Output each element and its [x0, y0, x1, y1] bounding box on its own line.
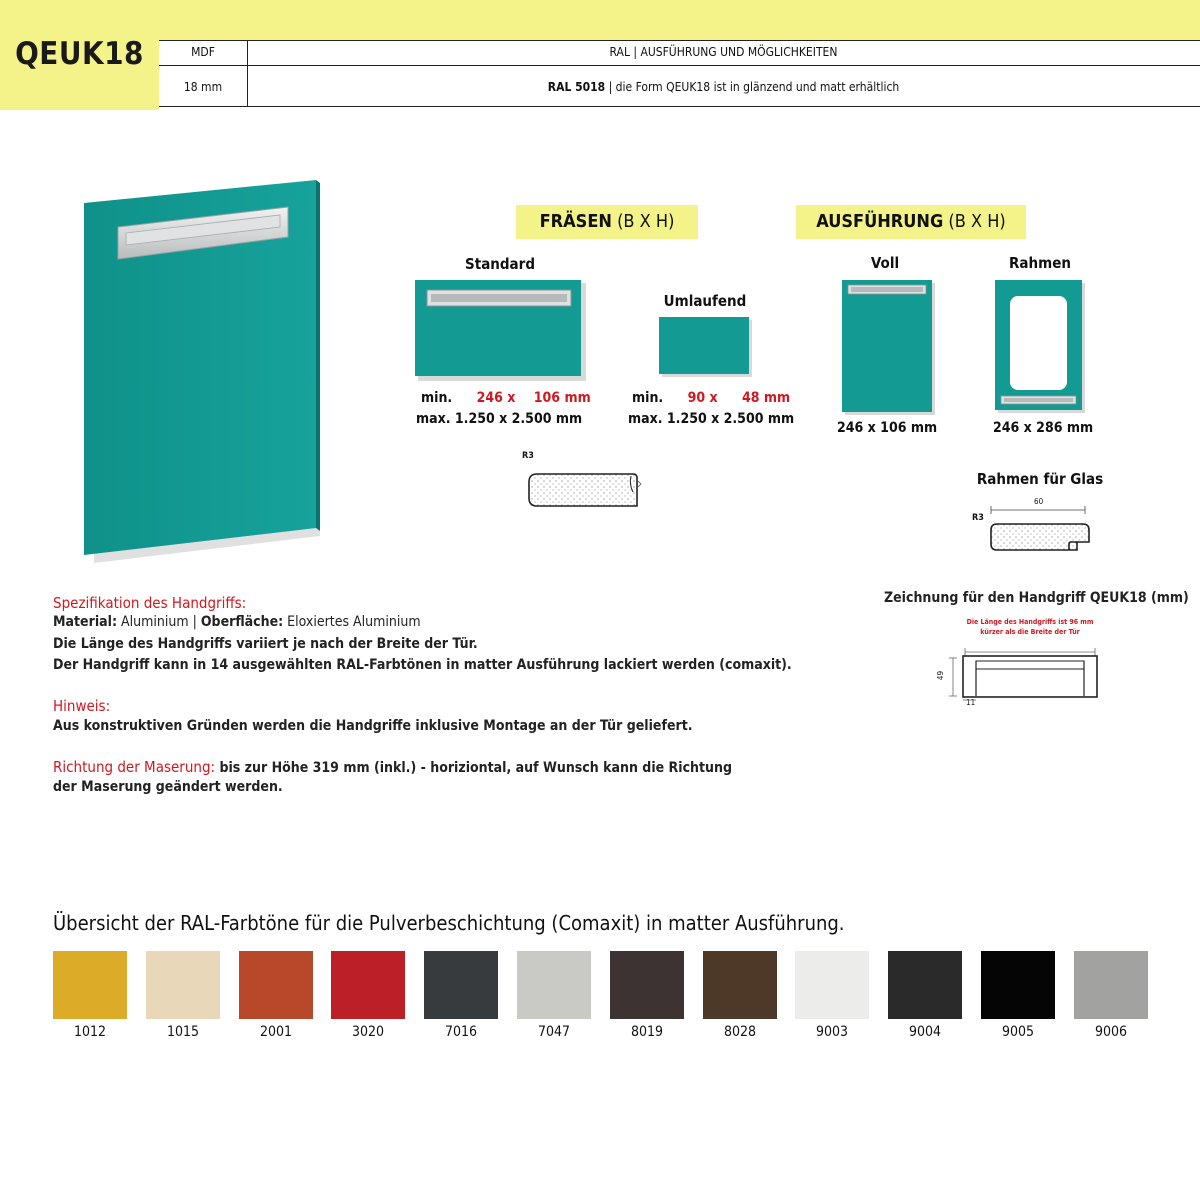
- color-swatch-label: 2001: [259, 1024, 293, 1040]
- color-swatch-label: 9006: [1094, 1024, 1128, 1040]
- color-swatch-9005: [981, 951, 1055, 1019]
- header-table: [159, 40, 1200, 106]
- glas-profile-drawing: [985, 500, 1095, 560]
- spec-length-line: Die Länge des Handgriffs variiert je nach der Breite der Tür.: [53, 636, 478, 652]
- color-swatch-7047: [517, 951, 591, 1019]
- handle-drawing: [945, 640, 1105, 710]
- rahmen-label: Rahmen: [1009, 254, 1071, 272]
- col-ral-value: RAL 5018 | die Form QEUK18 ist in glänzend und matt erhältlich: [547, 80, 900, 94]
- color-swatch-label: 1012: [73, 1024, 107, 1040]
- colors-title: Übersicht der RAL-Farbtöne für die Pulverbeschichtung (Comaxit) in matter Ausführung.: [53, 911, 845, 935]
- product-code: QEUK18: [15, 36, 144, 72]
- hint-title: Hinweis:: [53, 697, 111, 715]
- spec-color-line: Der Handgriff kann in 14 ausgewählten RAL-Farbtönen in matter Ausführung lackiert werden (comaxit).: [53, 657, 792, 673]
- umlaufend-label: Umlaufend: [663, 292, 747, 310]
- color-swatch-label: 1015: [166, 1024, 200, 1040]
- rahmen-glas-label: Rahmen für Glas: [976, 470, 1104, 488]
- color-swatch-label: 9003: [815, 1024, 849, 1040]
- rahmen-dimension: 246 x 286 mm: [993, 420, 1094, 436]
- color-swatch-label: 7047: [537, 1024, 571, 1040]
- color-swatch-9006: [1074, 951, 1148, 1019]
- handle-drawing-title: Zeichnung für den Handgriff QEUK18 (mm): [884, 590, 1189, 606]
- color-swatch-9004: [888, 951, 962, 1019]
- grain-line-2: der Maserung geändert werden.: [53, 779, 283, 795]
- header-band: [0, 0, 1200, 40]
- color-swatch-8028: [703, 951, 777, 1019]
- standard-max: max. 1.250 x 2.500 mm: [416, 411, 583, 427]
- color-swatch-label: 8019: [630, 1024, 664, 1040]
- handle-height-label: 49: [936, 670, 946, 681]
- voll-label: Voll: [870, 254, 900, 272]
- color-swatch-label: 8028: [723, 1024, 757, 1040]
- fraesen-profile-label: R3: [522, 451, 534, 461]
- glas-width-label: 60: [1034, 497, 1044, 506]
- color-swatch-2001: [239, 951, 313, 1019]
- color-swatch-label: 7016: [444, 1024, 478, 1040]
- rahmen-front-image: [993, 278, 1085, 414]
- voll-dimension: 246 x 106 mm: [837, 420, 938, 436]
- color-swatch-label: 9005: [1001, 1024, 1035, 1040]
- fraesen-heading: FRÄSEN (B X H): [516, 205, 698, 239]
- col-mdf-header: MDF: [191, 45, 215, 59]
- umlaufend-front-image: [657, 316, 753, 378]
- color-swatch-label: 9004: [908, 1024, 942, 1040]
- handle-width-label: 11: [966, 698, 976, 707]
- standard-min: min. 246 x 106 mm: [421, 390, 591, 406]
- color-swatch-3020: [331, 951, 405, 1019]
- grain-line-1: Richtung der Maserung: bis zur Höhe 319 mm (inkl.) - horiziontal, auf Wunsch kann die Richtung: [53, 758, 732, 776]
- hint-text: Aus konstruktiven Gründen werden die Handgriffe inklusive Montage an der Tür geliefert.: [53, 718, 693, 734]
- color-swatch-label: 3020: [351, 1024, 385, 1040]
- color-swatch-8019: [610, 951, 684, 1019]
- umlaufend-max: max. 1.250 x 2.500 mm: [628, 411, 795, 427]
- standard-front-image: [413, 278, 587, 382]
- color-swatch-1015: [146, 951, 220, 1019]
- standard-label: Standard: [465, 255, 535, 273]
- color-swatch-7016: [424, 951, 498, 1019]
- voll-front-image: [840, 278, 936, 416]
- col-mdf-value: 18 mm: [183, 80, 223, 94]
- glas-profile-label: R3: [972, 513, 984, 523]
- col-ral-header: RAL | AUSFÜHRUNG UND MÖGLICHKEITEN: [609, 45, 838, 59]
- door-illustration: [70, 175, 330, 565]
- handle-drawing-note: Die Länge des Handgriffs ist 96 mm kürzer als die Breite der Tür: [966, 618, 1094, 636]
- color-swatch-1012: [53, 951, 127, 1019]
- ausfuehrung-heading: AUSFÜHRUNG (B X H): [796, 205, 1026, 239]
- spec-title: Spezifikation des Handgriffs:: [53, 594, 247, 612]
- umlaufend-min: min. 90 x 48 mm: [632, 390, 791, 406]
- spec-material-line: Material: Aluminium | Oberfläche: Eloxiertes Aluminium: [53, 614, 421, 630]
- fraesen-profile-drawing: [525, 462, 645, 514]
- color-swatch-9003: [795, 951, 869, 1019]
